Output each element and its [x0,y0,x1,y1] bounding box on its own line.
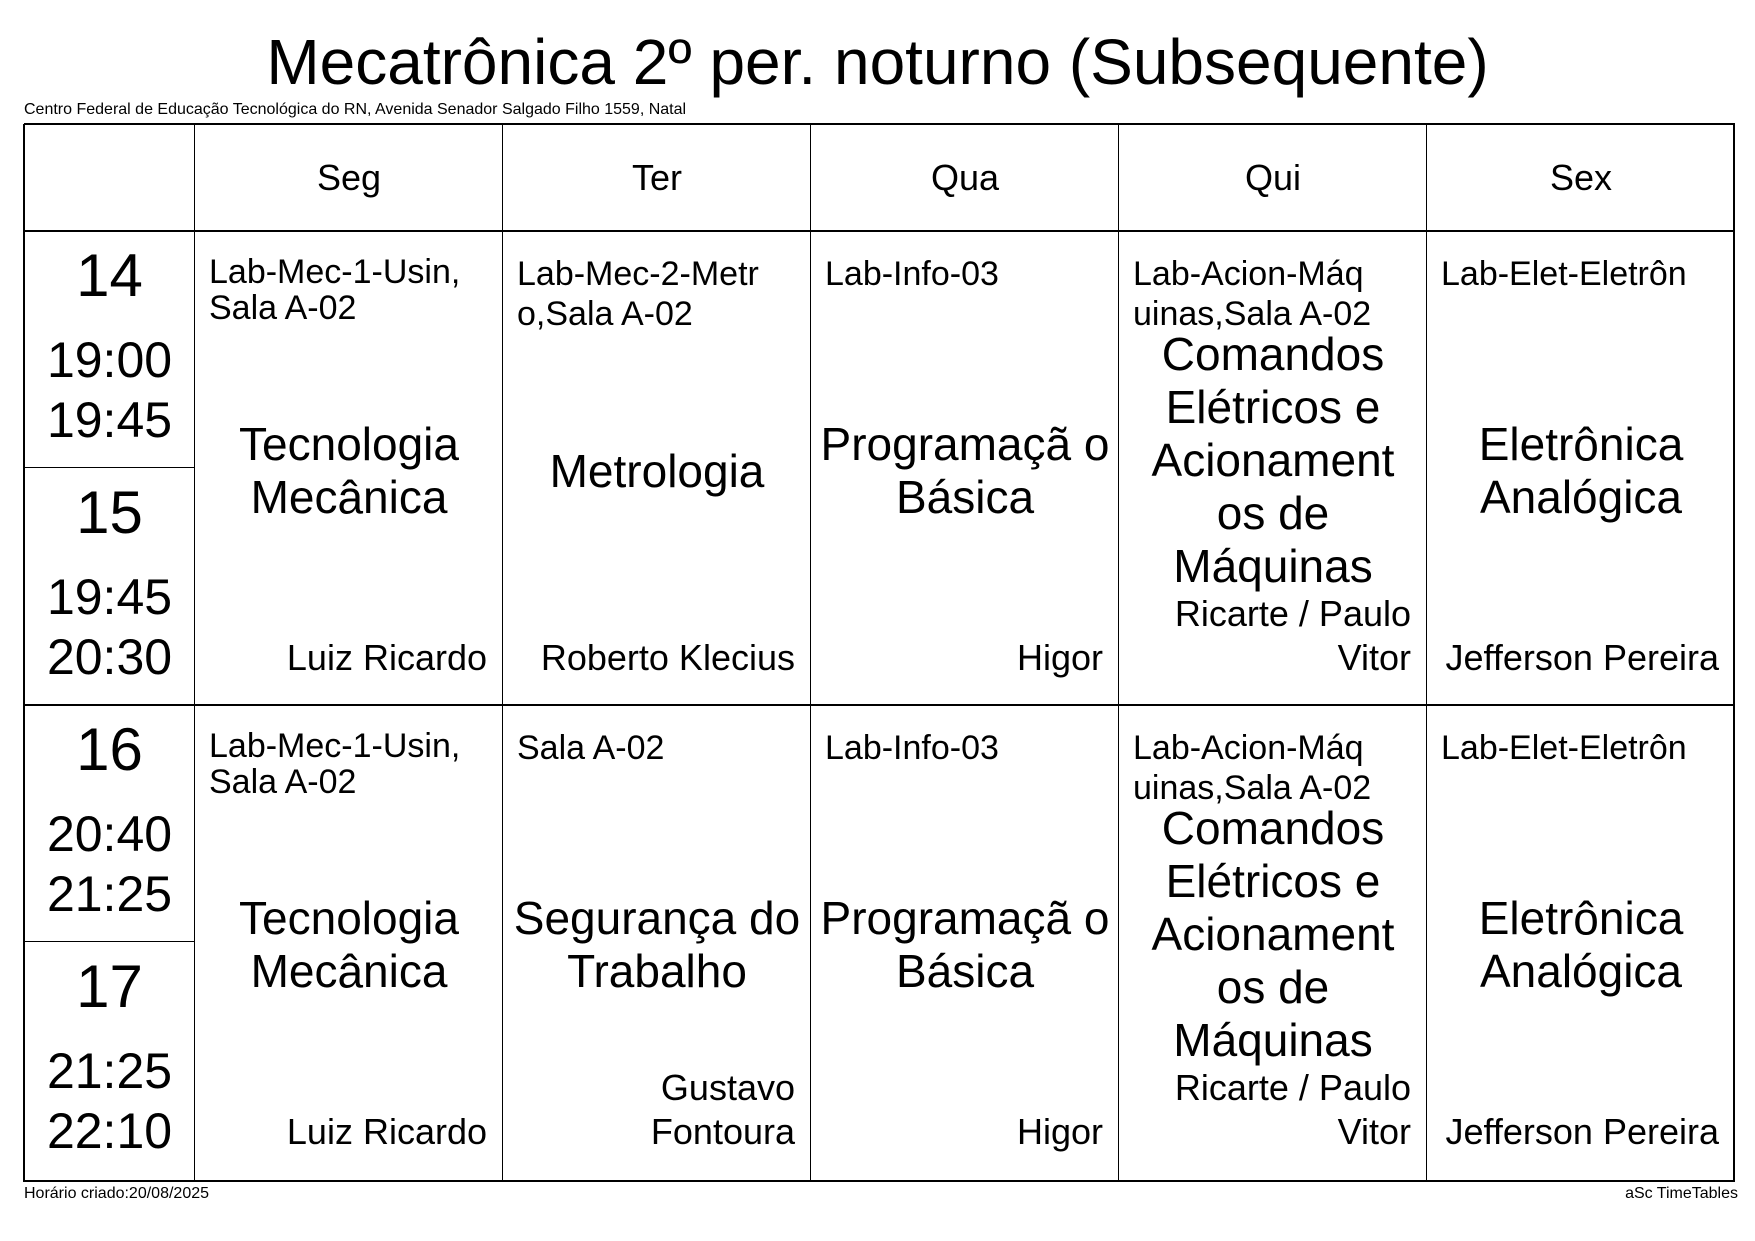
period-end: 20:30 [46,629,173,685]
lesson-card [1119,232,1427,704]
day-header-qui: Qui [1244,157,1302,198]
lesson-subject: Tecnologia Mecânica [239,418,459,523]
day-header-ter: Ter [631,157,682,198]
lesson-room: Lab-Elet-Eletrôn [1441,729,1687,767]
software-credit: aSc TimeTables [1625,1185,1738,1202]
lesson-teacher: Luiz Ricardo [286,637,487,678]
lesson-subject: Comandos Elétricos e Acionament os de Máquinas [1151,802,1395,1066]
lesson-card [1119,706,1427,1178]
period-end: 22:10 [46,1103,173,1159]
page-title: Mecatrônica 2º per. noturno (Subsequente) [266,26,1489,98]
day-header-qua: Qua [930,157,1000,198]
lesson-subject: Eletrônica Analógica [1478,418,1684,523]
period-14 [24,232,195,450]
period-16 [24,706,195,924]
grid-border-bottom [24,1180,1735,1182]
lesson-card [503,706,811,1178]
period-number: 14 [76,242,143,309]
timetable-grid [24,124,1735,1182]
lesson-card [811,232,1119,704]
lesson-teacher: Ricarte / Paulo Vitor [1174,593,1411,678]
period-end: 21:25 [46,866,173,922]
lesson-room: Lab-Mec-1-Usin, Sala A-02 [209,728,461,800]
period-end: 19:45 [46,392,173,448]
lesson-subject: Programaçã o Básica [820,418,1110,523]
lesson-room: Sala A-02 [517,729,665,767]
lesson-card [195,706,503,1178]
period-start: 19:45 [46,569,173,625]
period-separator [24,467,195,468]
period-start: 20:40 [46,806,173,862]
lesson-teacher: Higor [1016,1111,1103,1152]
lesson-room: Lab-Info-03 [825,729,999,767]
lesson-room: Lab-Mec-2-Metr o,Sala A-02 [517,255,759,333]
lesson-teacher: Ricarte / Paulo Vitor [1174,1067,1411,1152]
institution-address: Centro Federal de Educação Tecnológica do RN, Avenida Senador Salgado Filho 1559, Natal [24,101,687,118]
period-number: 17 [76,953,143,1020]
lesson-room: Lab-Acion-Máq uinas,Sala A-02 [1133,729,1372,807]
lesson-card [195,232,503,704]
period-number: 16 [76,716,143,783]
lesson-card [811,706,1119,1178]
lesson-room: Lab-Elet-Eletrôn [1441,255,1687,293]
period-number: 15 [76,479,143,546]
day-header-sex: Sex [1549,157,1613,198]
lesson-card [1427,706,1735,1178]
created-date: Horário criado:20/08/2025 [24,1185,210,1202]
lesson-teacher: Roberto Klecius [540,637,795,678]
lesson-room: Lab-Mec-1-Usin, Sala A-02 [209,254,461,326]
lesson-subject: Programaçã o Básica [820,892,1110,997]
lesson-teacher: Gustavo Fontoura [650,1067,795,1152]
lesson-card [1427,232,1735,704]
period-start: 19:00 [46,332,173,388]
day-header-seg: Seg [316,157,382,198]
lesson-teacher: Higor [1016,637,1103,678]
lesson-teacher: Luiz Ricardo [286,1111,487,1152]
period-separator [24,941,195,942]
lesson-subject: Eletrônica Analógica [1478,892,1684,997]
lesson-room: Lab-Info-03 [825,255,999,293]
lesson-subject: Tecnologia Mecânica [239,892,459,997]
lesson-subject: Segurança do Trabalho [513,892,801,997]
lesson-subject: Comandos Elétricos e Acionament os de Máquinas [1151,328,1395,592]
lesson-subject: Metrologia [549,444,765,497]
lesson-teacher: Jefferson Pereira [1445,1111,1719,1152]
lesson-card [503,232,811,704]
period-start: 21:25 [46,1043,173,1099]
period-17 [24,943,195,1161]
period-15 [24,469,195,687]
lesson-teacher: Jefferson Pereira [1445,637,1719,678]
lesson-room: Lab-Acion-Máq uinas,Sala A-02 [1133,255,1372,333]
